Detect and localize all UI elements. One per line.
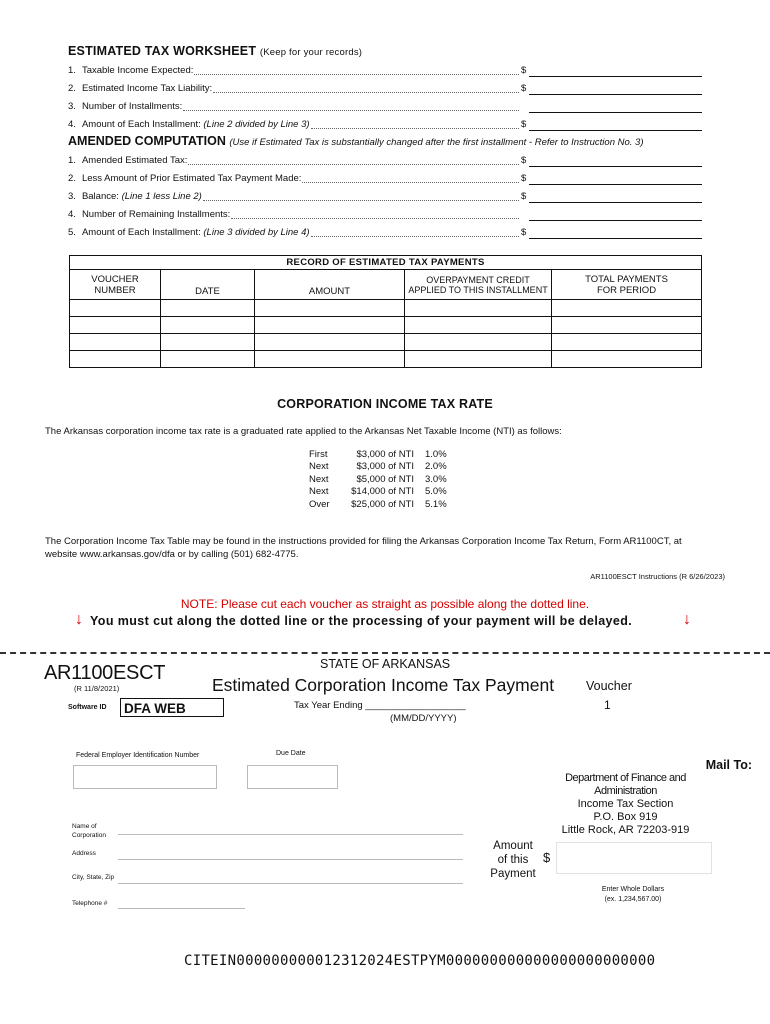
table-row [70, 334, 702, 351]
leader-dots [183, 110, 519, 111]
table-cell[interactable] [161, 351, 255, 368]
worksheet-line [68, 119, 702, 133]
scanline: CITEIN000000000012312024ESTPYM000000000000000000000000 [184, 953, 656, 969]
rate-amount: $3,000 of NTI [356, 461, 414, 473]
dollar-sign: $ [521, 83, 527, 94]
line-label: 4. Number of Remaining Installments: [68, 209, 231, 220]
name-label: Name of Corporation [72, 823, 106, 839]
line-label: 2. Less Amount of Prior Estimated Tax Payment Made: [68, 173, 302, 184]
amount-label: Amount of this Payment [490, 840, 536, 880]
whole-dollars-note: Enter Whole Dollars (ex. 1,234,567.00) [601, 886, 665, 903]
line-label: 3. Number of Installments: [68, 101, 183, 112]
answer-field[interactable] [529, 166, 702, 167]
dollar-sign: $ [521, 227, 527, 238]
table-cell[interactable] [255, 334, 405, 351]
line-label: 1. Amended Estimated Tax: [68, 155, 188, 166]
amended-note: (Use if Estimated Tax is substantially changed after the first installment - Refer to Instruction No. 3) [229, 137, 644, 148]
line-label: 2. Estimated Income Tax Liability: [68, 83, 213, 94]
amount-field[interactable] [556, 842, 712, 874]
worksheet-line [68, 155, 702, 169]
voucher-number: 1 [604, 698, 611, 712]
col-total-payments: TOTAL PAYMENTS FOR PERIOD [552, 270, 702, 300]
rate-label: Next [309, 461, 329, 473]
answer-field[interactable] [529, 238, 702, 239]
fein-label: Federal Employer Identification Number [76, 752, 200, 759]
worksheet-line [68, 173, 702, 187]
answer-field[interactable] [529, 76, 702, 77]
instructions-revision: AR1100ESCT Instructions (R 6/26/2023) [590, 572, 725, 581]
table-cell[interactable] [552, 300, 702, 317]
table-cell[interactable] [161, 317, 255, 334]
city-state-zip-label: City, State, Zip [72, 874, 115, 881]
down-arrow-icon: ↓ [683, 611, 691, 628]
table-cell[interactable] [552, 351, 702, 368]
address-field[interactable] [118, 847, 463, 860]
table-cell[interactable] [552, 317, 702, 334]
worksheet-note: (Keep for your records) [259, 47, 363, 58]
answer-field[interactable] [529, 94, 702, 95]
table-cell[interactable] [70, 351, 161, 368]
rate-pct: 2.0% [425, 461, 447, 473]
rate-pct: 5.1% [425, 498, 447, 510]
mail-to-line: Department of Finance and Administration [565, 772, 686, 797]
state-name: STATE OF ARKANSAS [320, 657, 451, 671]
table-cell[interactable] [405, 317, 552, 334]
col-amount: AMOUNT [255, 270, 405, 300]
mail-to-address [533, 772, 718, 837]
worksheet-line [68, 227, 702, 241]
rate-amount: $5,000 of NTI [356, 473, 414, 485]
line-label: 1. Taxable Income Expected: [68, 65, 194, 76]
corporation-name-field[interactable] [118, 822, 463, 835]
table-cell[interactable] [161, 334, 255, 351]
dollar-sign: $ [521, 65, 527, 76]
mail-to-title: Mail To: [705, 758, 752, 772]
worksheet-title: ESTIMATED TAX WORKSHEET [68, 44, 257, 58]
answer-field[interactable] [529, 220, 702, 221]
city-state-zip-field[interactable] [118, 871, 463, 884]
telephone-label: Telephone # [72, 900, 108, 907]
worksheet-line [68, 101, 702, 115]
col-date: DATE [161, 270, 255, 300]
leader-dots [302, 182, 519, 183]
line-label: 3. Balance: (Line 1 less Line 2) [68, 191, 202, 202]
col-overpayment-credit: OVERPAYMENT CREDIT APPLIED TO THIS INSTALLMENT [405, 270, 552, 300]
rate-label: Next [309, 486, 329, 498]
worksheet-line [68, 209, 702, 223]
rate-title: CORPORATION INCOME TAX RATE [277, 397, 493, 411]
answer-field[interactable] [529, 112, 702, 113]
telephone-field[interactable] [118, 896, 245, 909]
dollar-sign: $ [521, 155, 527, 166]
rate-pct: 1.0% [425, 449, 447, 460]
table-row [70, 317, 702, 334]
line-label: 5. Amount of Each Installment: (Line 3 divided by Line 4) [68, 227, 310, 238]
mail-to-line: Little Rock, AR 72203-919 [561, 824, 690, 836]
rate-label: First [309, 449, 328, 460]
leader-dots [231, 218, 519, 219]
table-cell[interactable] [255, 317, 405, 334]
due-date-label: Due Date [276, 750, 306, 757]
software-id-label: Software ID [68, 704, 107, 711]
table-cell[interactable] [405, 300, 552, 317]
form-id: AR1100ESCT [44, 662, 166, 684]
leader-dots [194, 74, 519, 75]
rate-table-note-2: website www.arkansas.gov/dfa or by calling (501) 682-4775. [45, 549, 299, 560]
answer-field[interactable] [529, 184, 702, 185]
table-cell[interactable] [405, 351, 552, 368]
leader-dots [213, 92, 519, 93]
table-cell[interactable] [161, 300, 255, 317]
leader-dots [203, 200, 519, 201]
tax-year-format: (MM/DD/YYYY) [390, 713, 457, 724]
rate-intro: The Arkansas corporation income tax rate is a graduated rate applied to the Arkansas Net Taxable Income (NTI) as follows: [45, 426, 562, 437]
worksheet-line [68, 191, 702, 205]
mail-to-line: Income Tax Section [577, 798, 674, 810]
mail-to-line: P.O. Box 919 [593, 811, 658, 823]
record-title: RECORD OF ESTIMATED TAX PAYMENTS [70, 256, 702, 270]
rate-table-note-1: The Corporation Income Tax Table may be found in the instructions provided for filing the Arkansas Corporation Income Tax Return, Form AR1100CT, at [45, 536, 682, 547]
down-arrow-icon: ↓ [75, 611, 83, 628]
answer-field[interactable] [529, 202, 702, 203]
amount-dollar-sign: $ [543, 850, 551, 865]
cut-warning: You must cut along the dotted line or the processing of your payment will be delayed. [90, 614, 633, 628]
address-label: Address [72, 850, 96, 857]
cut-line [0, 652, 770, 654]
table-cell[interactable] [255, 351, 405, 368]
form-revision: (R 11/8/2021) [74, 684, 120, 693]
payment-record-table [69, 255, 702, 368]
dollar-sign: $ [521, 119, 527, 130]
dollar-sign: $ [521, 191, 527, 202]
table-cell[interactable] [552, 334, 702, 351]
dollar-sign: $ [521, 173, 527, 184]
table-cell[interactable] [255, 300, 405, 317]
software-id-box: DFA WEB [120, 698, 224, 717]
voucher-title: Estimated Corporation Income Tax Payment [212, 675, 555, 695]
table-cell[interactable] [70, 317, 161, 334]
worksheet-line [68, 65, 702, 79]
worksheet-header [68, 44, 362, 58]
table-cell[interactable] [70, 300, 161, 317]
col-voucher-number: VOUCHER NUMBER [70, 270, 161, 300]
table-cell[interactable] [405, 334, 552, 351]
amended-header [68, 134, 644, 148]
rate-pct: 3.0% [425, 473, 447, 485]
answer-field[interactable] [529, 130, 702, 131]
rate-amount: $25,000 of NTI [351, 498, 414, 510]
leader-dots [311, 128, 519, 129]
rate-label: Over [309, 498, 330, 510]
cut-note: NOTE: Please cut each voucher as straight as possible along the dotted line. [180, 597, 590, 611]
leader-dots [311, 236, 519, 237]
worksheet-line [68, 83, 702, 97]
amended-title: AMENDED COMPUTATION [68, 134, 226, 148]
rate-amount: $14,000 of NTI [351, 486, 414, 498]
table-row [70, 351, 702, 368]
voucher-label: Voucher [586, 679, 632, 693]
rate-amount: $3,000 of NTI [356, 449, 414, 460]
leader-dots [188, 164, 519, 165]
line-label: 4. Amount of Each Installment: (Line 2 divided by Line 3) [68, 119, 310, 130]
rate-pct: 5.0% [425, 486, 447, 498]
tax-year-ending[interactable]: Tax Year Ending ___________________ [294, 700, 466, 711]
rate-label: Next [309, 473, 329, 485]
table-row [70, 300, 702, 317]
table-cell[interactable] [70, 334, 161, 351]
